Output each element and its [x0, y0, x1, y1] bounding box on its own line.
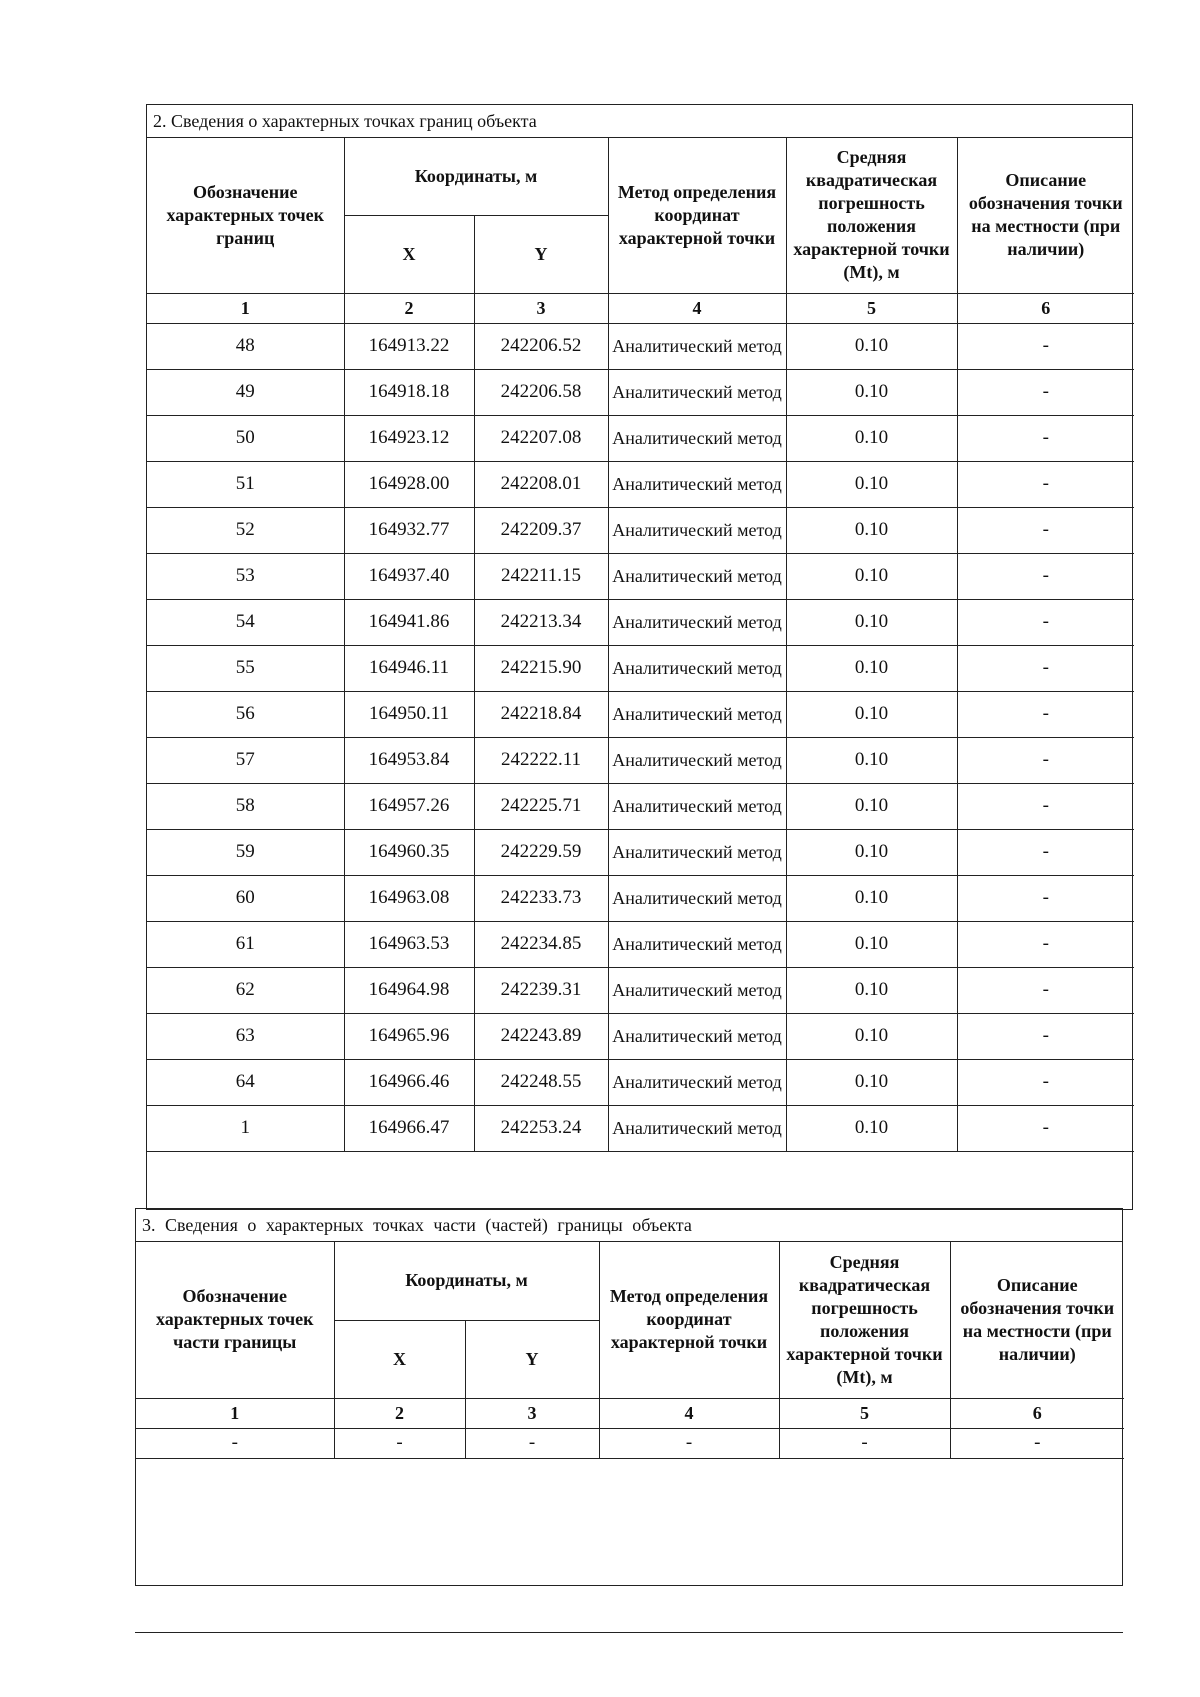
x-coordinate-cell: 164966.47: [344, 1105, 474, 1151]
header-mean-error: Средняя квадратическая погрешность положения характерной точки (Mt), м: [786, 138, 957, 293]
method-cell: Аналитический метод: [608, 1059, 786, 1105]
x-coordinate-cell: -: [334, 1428, 465, 1458]
part-points-table: [136, 1242, 1124, 1459]
point-number-cell: 56: [147, 691, 344, 737]
table-row: [136, 1428, 1124, 1458]
x-coordinate-cell: 164953.84: [344, 737, 474, 783]
description-cell: -: [957, 507, 1134, 553]
table-row: [147, 783, 1134, 829]
description-cell: -: [957, 737, 1134, 783]
method-cell: Аналитический метод: [608, 783, 786, 829]
mean-error-cell: 0.10: [786, 1105, 957, 1151]
y-coordinate-cell: 242215.90: [474, 645, 608, 691]
description-cell: -: [957, 829, 1134, 875]
description-cell: -: [957, 553, 1134, 599]
description-cell: -: [957, 1059, 1134, 1105]
point-number-cell: 58: [147, 783, 344, 829]
method-cell: Аналитический метод: [608, 1105, 786, 1151]
x-coordinate-cell: 164963.53: [344, 921, 474, 967]
y-coordinate-cell: 242206.52: [474, 323, 608, 369]
x-coordinate-cell: 164918.18: [344, 369, 474, 415]
description-cell: -: [957, 783, 1134, 829]
y-coordinate-cell: 242233.73: [474, 875, 608, 921]
table-row: [147, 875, 1134, 921]
description-cell: -: [957, 921, 1134, 967]
point-number-cell: 51: [147, 461, 344, 507]
mean-error-cell: 0.10: [786, 921, 957, 967]
method-cell: Аналитический метод: [608, 691, 786, 737]
table-row: [147, 507, 1134, 553]
mean-error-cell: 0.10: [786, 967, 957, 1013]
mean-error-cell: 0.10: [786, 323, 957, 369]
mean-error-cell: 0.10: [786, 369, 957, 415]
mean-error-cell: 0.10: [786, 645, 957, 691]
x-coordinate-cell: 164966.46: [344, 1059, 474, 1105]
method-cell: -: [599, 1428, 779, 1458]
point-number-cell: 49: [147, 369, 344, 415]
point-number-cell: 55: [147, 645, 344, 691]
x-coordinate-cell: 164964.98: [344, 967, 474, 1013]
table-row: [147, 691, 1134, 737]
table-row: [147, 967, 1134, 1013]
y-coordinate-cell: 242218.84: [474, 691, 608, 737]
description-cell: -: [957, 645, 1134, 691]
point-number-cell: -: [136, 1428, 334, 1458]
y-coordinate-cell: 242248.55: [474, 1059, 608, 1105]
table-row: [147, 645, 1134, 691]
method-cell: Аналитический метод: [608, 415, 786, 461]
method-cell: Аналитический метод: [608, 599, 786, 645]
y-coordinate-cell: 242208.01: [474, 461, 608, 507]
y-coordinate-cell: -: [465, 1428, 599, 1458]
mean-error-cell: 0.10: [786, 783, 957, 829]
table-row: [147, 553, 1134, 599]
mean-error-cell: 0.10: [786, 737, 957, 783]
point-number-cell: 62: [147, 967, 344, 1013]
header-description: Описание обозначения точки на местности (при наличии): [957, 138, 1134, 293]
method-cell: Аналитический метод: [608, 967, 786, 1013]
point-number-cell: 61: [147, 921, 344, 967]
table-row: [147, 1059, 1134, 1105]
method-cell: Аналитический метод: [608, 461, 786, 507]
table-row: [147, 1105, 1134, 1151]
point-number-cell: 48: [147, 323, 344, 369]
column-number: 5: [779, 1398, 950, 1428]
description-cell: -: [957, 599, 1134, 645]
description-cell: -: [957, 875, 1134, 921]
point-number-cell: 57: [147, 737, 344, 783]
y-coordinate-cell: 242229.59: [474, 829, 608, 875]
mean-error-cell: 0.10: [786, 691, 957, 737]
column-number: 3: [474, 293, 608, 323]
mean-error-cell: -: [779, 1428, 950, 1458]
header-mean-error: Средняя квадратическая погрешность положения характерной точки (Mt), м: [779, 1242, 950, 1398]
x-coordinate-cell: 164965.96: [344, 1013, 474, 1059]
y-coordinate-cell: 242243.89: [474, 1013, 608, 1059]
point-number-cell: 63: [147, 1013, 344, 1059]
x-coordinate-cell: 164963.08: [344, 875, 474, 921]
method-cell: Аналитический метод: [608, 921, 786, 967]
point-number-cell: 1: [147, 1105, 344, 1151]
mean-error-cell: 0.10: [786, 599, 957, 645]
y-coordinate-cell: 242209.37: [474, 507, 608, 553]
points-table: [147, 138, 1134, 1152]
point-number-cell: 59: [147, 829, 344, 875]
header-y: Y: [474, 215, 608, 293]
section-2-frame: [146, 104, 1133, 1210]
header-coordinates: Координаты, м: [334, 1242, 599, 1320]
column-number: 5: [786, 293, 957, 323]
x-coordinate-cell: 164957.26: [344, 783, 474, 829]
description-cell: -: [957, 369, 1134, 415]
method-cell: Аналитический метод: [608, 829, 786, 875]
x-coordinate-cell: 164946.11: [344, 645, 474, 691]
y-coordinate-cell: 242225.71: [474, 783, 608, 829]
y-coordinate-cell: 242207.08: [474, 415, 608, 461]
point-number-cell: 53: [147, 553, 344, 599]
description-cell: -: [957, 415, 1134, 461]
x-coordinate-cell: 164923.12: [344, 415, 474, 461]
column-number: 6: [950, 1398, 1124, 1428]
footer-rule: [135, 1632, 1123, 1633]
y-coordinate-cell: 242239.31: [474, 967, 608, 1013]
y-coordinate-cell: 242206.58: [474, 369, 608, 415]
header-description: Описание обозначения точки на местности (при наличии): [950, 1242, 1124, 1398]
mean-error-cell: 0.10: [786, 1013, 957, 1059]
header-method: Метод определения координат характерной точки: [599, 1242, 779, 1398]
x-coordinate-cell: 164932.77: [344, 507, 474, 553]
method-cell: Аналитический метод: [608, 1013, 786, 1059]
column-number: 2: [334, 1398, 465, 1428]
section-3-frame: [135, 1208, 1123, 1586]
x-coordinate-cell: 164913.22: [344, 323, 474, 369]
mean-error-cell: 0.10: [786, 507, 957, 553]
column-number-row: [136, 1398, 1124, 1428]
column-number: 1: [136, 1398, 334, 1428]
table-row: [147, 829, 1134, 875]
y-coordinate-cell: 242253.24: [474, 1105, 608, 1151]
header-y: Y: [465, 1320, 599, 1398]
header-x: X: [334, 1320, 465, 1398]
header-coordinates: Координаты, м: [344, 138, 608, 215]
x-coordinate-cell: 164937.40: [344, 553, 474, 599]
method-cell: Аналитический метод: [608, 553, 786, 599]
point-number-cell: 64: [147, 1059, 344, 1105]
y-coordinate-cell: 242234.85: [474, 921, 608, 967]
method-cell: Аналитический метод: [608, 737, 786, 783]
table-row: [147, 599, 1134, 645]
description-cell: -: [957, 967, 1134, 1013]
header-x: X: [344, 215, 474, 293]
table-row: [147, 921, 1134, 967]
table-row: [147, 415, 1134, 461]
table-row: [147, 737, 1134, 783]
description-cell: -: [957, 461, 1134, 507]
x-coordinate-cell: 164928.00: [344, 461, 474, 507]
column-number: 3: [465, 1398, 599, 1428]
mean-error-cell: 0.10: [786, 1059, 957, 1105]
point-number-cell: 60: [147, 875, 344, 921]
method-cell: Аналитический метод: [608, 323, 786, 369]
description-cell: -: [950, 1428, 1124, 1458]
description-cell: -: [957, 691, 1134, 737]
x-coordinate-cell: 164950.11: [344, 691, 474, 737]
column-number: 6: [957, 293, 1134, 323]
method-cell: Аналитический метод: [608, 645, 786, 691]
header-designation: Обозначение характерных точек части границы: [136, 1242, 334, 1398]
x-coordinate-cell: 164941.86: [344, 599, 474, 645]
mean-error-cell: 0.10: [786, 829, 957, 875]
column-number: 2: [344, 293, 474, 323]
point-number-cell: 50: [147, 415, 344, 461]
y-coordinate-cell: 242222.11: [474, 737, 608, 783]
mean-error-cell: 0.10: [786, 415, 957, 461]
point-number-cell: 52: [147, 507, 344, 553]
y-coordinate-cell: 242211.15: [474, 553, 608, 599]
header-designation: Обозначение характерных точек границ: [147, 138, 344, 293]
x-coordinate-cell: 164960.35: [344, 829, 474, 875]
description-cell: -: [957, 1013, 1134, 1059]
header-method: Метод определения координат характерной точки: [608, 138, 786, 293]
section-3-title: 3. Сведения о характерных точках части (частей) границы объекта: [136, 1209, 1122, 1242]
description-cell: -: [957, 323, 1134, 369]
column-number-row: [147, 293, 1134, 323]
table-row: [147, 461, 1134, 507]
method-cell: Аналитический метод: [608, 507, 786, 553]
description-cell: -: [957, 1105, 1134, 1151]
column-number: 4: [608, 293, 786, 323]
table-row: [147, 323, 1134, 369]
column-number: 1: [147, 293, 344, 323]
mean-error-cell: 0.10: [786, 461, 957, 507]
table-row: [147, 1013, 1134, 1059]
table-row: [147, 369, 1134, 415]
mean-error-cell: 0.10: [786, 553, 957, 599]
column-number: 4: [599, 1398, 779, 1428]
y-coordinate-cell: 242213.34: [474, 599, 608, 645]
point-number-cell: 54: [147, 599, 344, 645]
mean-error-cell: 0.10: [786, 875, 957, 921]
method-cell: Аналитический метод: [608, 875, 786, 921]
section-2-title: 2. Сведения о характерных точках границ объекта: [147, 105, 1132, 138]
method-cell: Аналитический метод: [608, 369, 786, 415]
